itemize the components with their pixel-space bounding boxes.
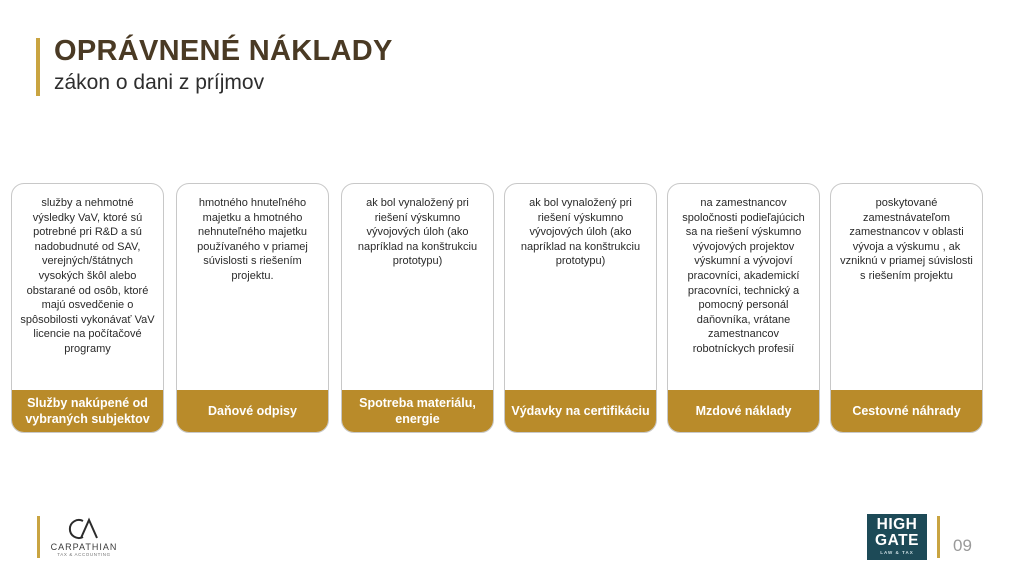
page-number: 09: [953, 536, 972, 555]
card-description: hmotného hnuteľného majetku a hmotného nehnuteľného majetku používaného v priamej súvislosti s riešením projektu.: [197, 197, 308, 282]
card-certifikacia: [504, 183, 657, 433]
footer-accent-bar-right: [937, 516, 940, 558]
card-label: Spotreba materiálu, energie: [342, 390, 493, 432]
carpathian-tagline: TAX & ACCOUNTING: [57, 552, 111, 557]
card-description: služby a nehmotné výsledky VaV, ktoré sú potrebné pri R&D a sú nadobudnuté od SAV, verejných/štátnych vysokých škôl alebo obstarané od osôb, ktoré majú osvedčenie o spôsobilosti vykonávať VaV licencie na počítačové programy: [20, 197, 155, 355]
title-accent-bar: [36, 38, 40, 96]
card-description: na zamestnancov spoločnosti podieľajúcich sa na riešení výskumno vývojových projektov výskumní a vývojoví pracovníci, akademickí pracovníci, technický a pomocný personál daňovníka, vrátane zamestnancov robotníckych profesií: [682, 197, 805, 355]
page-title: OPRÁVNENÉ NÁKLADY: [54, 35, 393, 67]
carpathian-mark-icon: [67, 517, 101, 541]
page-subtitle: zákon o dani z príjmov: [54, 71, 265, 94]
card-cestovne: [830, 183, 983, 433]
card-description: ak bol vynaložený pri riešení výskumno vývojových úloh (ako napríklad na konštrukciu prototypu): [357, 197, 478, 268]
card-label: Mzdové náklady: [668, 390, 819, 432]
highgate-line1: HIGH: [876, 516, 918, 533]
carpathian-logo: [48, 517, 120, 557]
card-label: Daňové odpisy: [177, 390, 328, 432]
highgate-line3: LAW & TAX: [880, 550, 914, 555]
footer-accent-bar-left: [37, 516, 40, 558]
card-odpisy: [176, 183, 329, 433]
highgate-logo: [867, 514, 927, 560]
card-mzdove: [667, 183, 820, 433]
card-description: ak bol vynaložený pri riešení výskumno vývojových úloh (ako napríklad na konštrukciu prototypu): [520, 197, 641, 268]
card-sluzby: [11, 183, 164, 433]
card-label: Cestovné náhrady: [831, 390, 982, 432]
highgate-line2: GATE: [875, 532, 919, 549]
card-label: Služby nakúpené od vybraných subjektov: [12, 390, 163, 432]
card-label: Výdavky na certifikáciu: [505, 390, 656, 432]
card-description: poskytované zamestnávateľom zamestnancov v oblasti vývoja a výskumu , ak vzniknú v priamej súvislosti s riešením projektu: [840, 197, 973, 282]
card-spotreba: [341, 183, 494, 433]
carpathian-name: CARPATHIAN: [50, 542, 118, 552]
